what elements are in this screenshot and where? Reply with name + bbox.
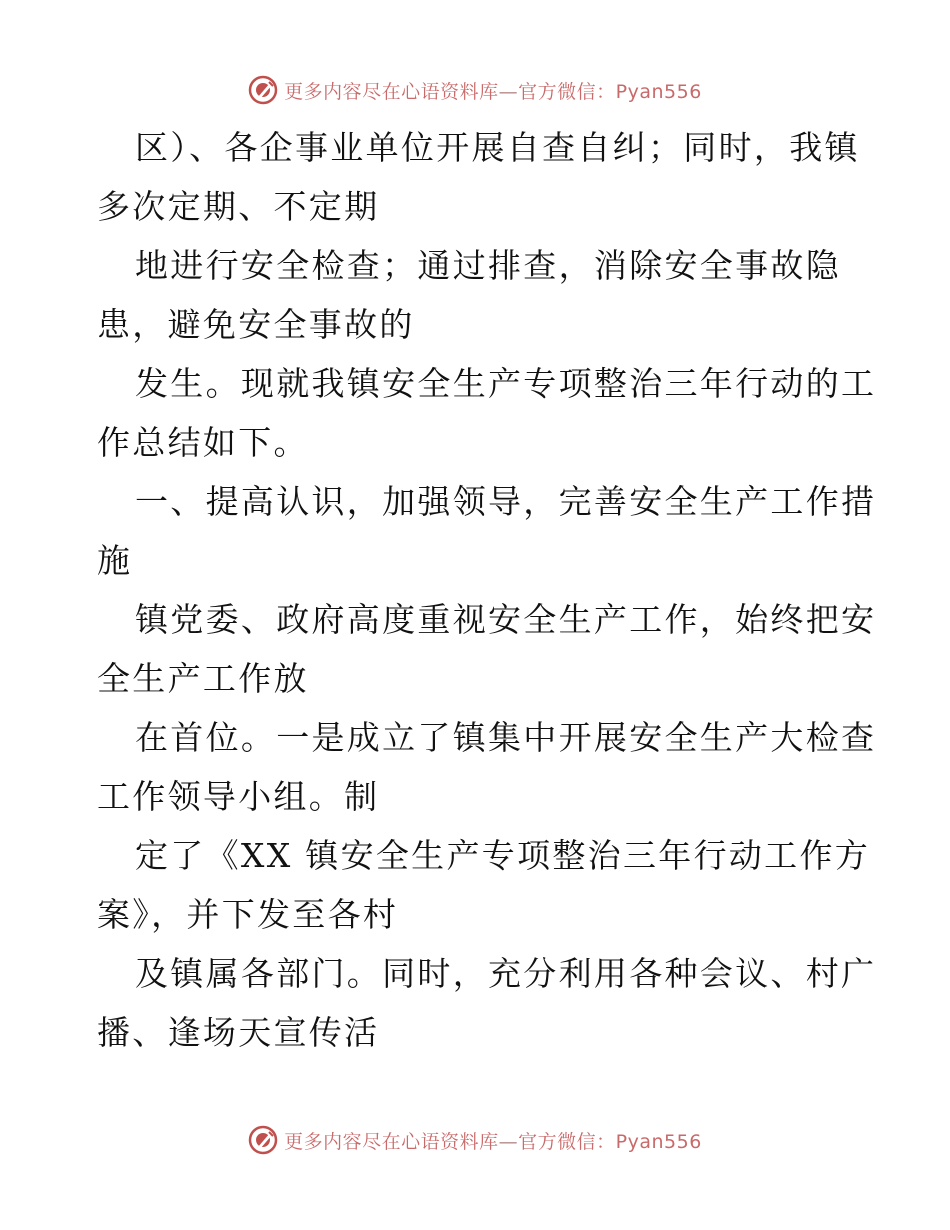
footer-banner-contact: 官方微信：Pyan556 xyxy=(518,1130,702,1153)
body-line: 发生。现就我镇安全生产专项整治三年行动的工 xyxy=(135,364,877,403)
footer-banner-text xyxy=(284,1127,702,1154)
pen-logo-icon xyxy=(248,75,278,105)
body-line: 地进行安全检查；通过排查，消除安全事故隐 xyxy=(135,246,841,285)
header-banner-separator: — xyxy=(498,80,519,103)
body-line: 播、逢场天宣传活 xyxy=(97,1013,380,1052)
section-heading-cont: 施 xyxy=(97,541,133,580)
header-banner xyxy=(0,70,950,110)
footer-banner-separator: — xyxy=(498,1130,519,1153)
document-body xyxy=(97,118,877,1062)
pen-logo-icon xyxy=(248,1125,278,1155)
section-heading: 一、提高认识，加强领导，完善安全生产工作措 xyxy=(135,482,877,521)
body-line: 作总结如下。 xyxy=(97,423,309,462)
body-line: 在首位。一是成立了镇集中开展安全生产大检查 xyxy=(135,718,877,757)
footer-banner xyxy=(0,1120,950,1160)
header-banner-text xyxy=(284,77,702,104)
header-banner-title: 更多内容尽在心语资料库 xyxy=(284,80,499,103)
header-banner-contact: 官方微信：Pyan556 xyxy=(518,80,702,103)
body-line: 工作领导小组。制 xyxy=(97,777,380,816)
body-line: 患，避免安全事故的 xyxy=(97,305,415,344)
body-line: 及镇属各部门。同时，充分利用各种会议、村广 xyxy=(135,954,877,993)
footer-banner-title: 更多内容尽在心语资料库 xyxy=(284,1130,499,1153)
body-line: 镇党委、政府高度重视安全生产工作，始终把安 xyxy=(135,600,877,639)
body-line: 案》，并下发至各村 xyxy=(97,895,399,934)
body-line: 全生产工作放 xyxy=(97,659,309,698)
body-line: 定了《XX 镇安全生产专项整治三年行动工作方 xyxy=(135,836,871,875)
body-line: 区）、各企事业单位开展自查自纠；同时，我镇 xyxy=(135,128,860,167)
body-line: 多次定期、不定期 xyxy=(97,187,380,226)
